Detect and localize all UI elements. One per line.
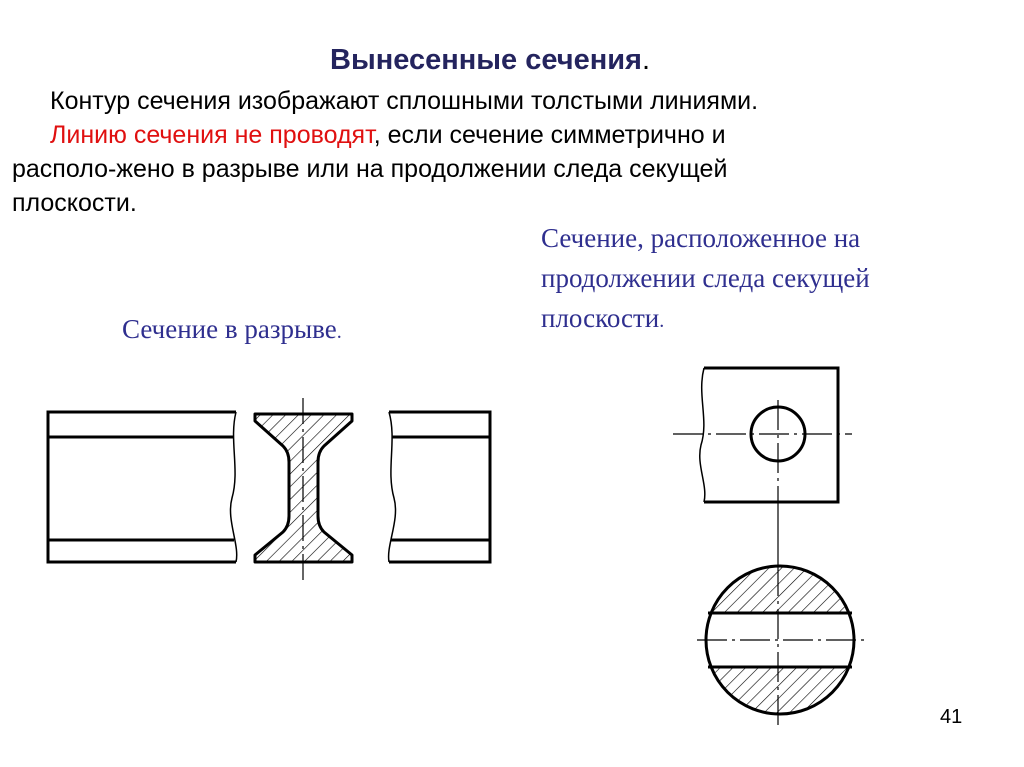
caption-right-line-2: продолжении следа секущей — [541, 263, 870, 293]
paragraph-line-3: располо-жено в разрыве или на продолжении следа секущей — [12, 155, 728, 183]
emphasis-text: Линию сечения не проводят — [50, 121, 374, 149]
beam-left-view — [48, 412, 237, 562]
round-section — [697, 566, 865, 728]
slide-title-text: Вынесенные сечения — [330, 44, 642, 76]
beam-right-view — [389, 412, 490, 562]
caption-right-line-1: Сечение, расположенное на — [541, 223, 861, 253]
paragraph-line-1: Контур сечения изображают сплошными толстыми линиями. — [50, 87, 759, 115]
paragraph-line-2-rest: , если сечение симметрично и — [373, 121, 726, 149]
i-beam-section — [255, 398, 352, 580]
page-number: 41 — [940, 706, 963, 728]
caption-left-text: Сечение в разрыве — [122, 314, 337, 344]
paragraph-line-4: плоскости. — [12, 189, 137, 217]
caption-right-line-3-text: плоскости — [541, 303, 660, 333]
caption-right-period: . — [659, 310, 665, 332]
plate-with-hole-view — [673, 368, 852, 502]
slide-title-period: . — [641, 44, 651, 76]
caption-left-period: . — [336, 321, 342, 343]
